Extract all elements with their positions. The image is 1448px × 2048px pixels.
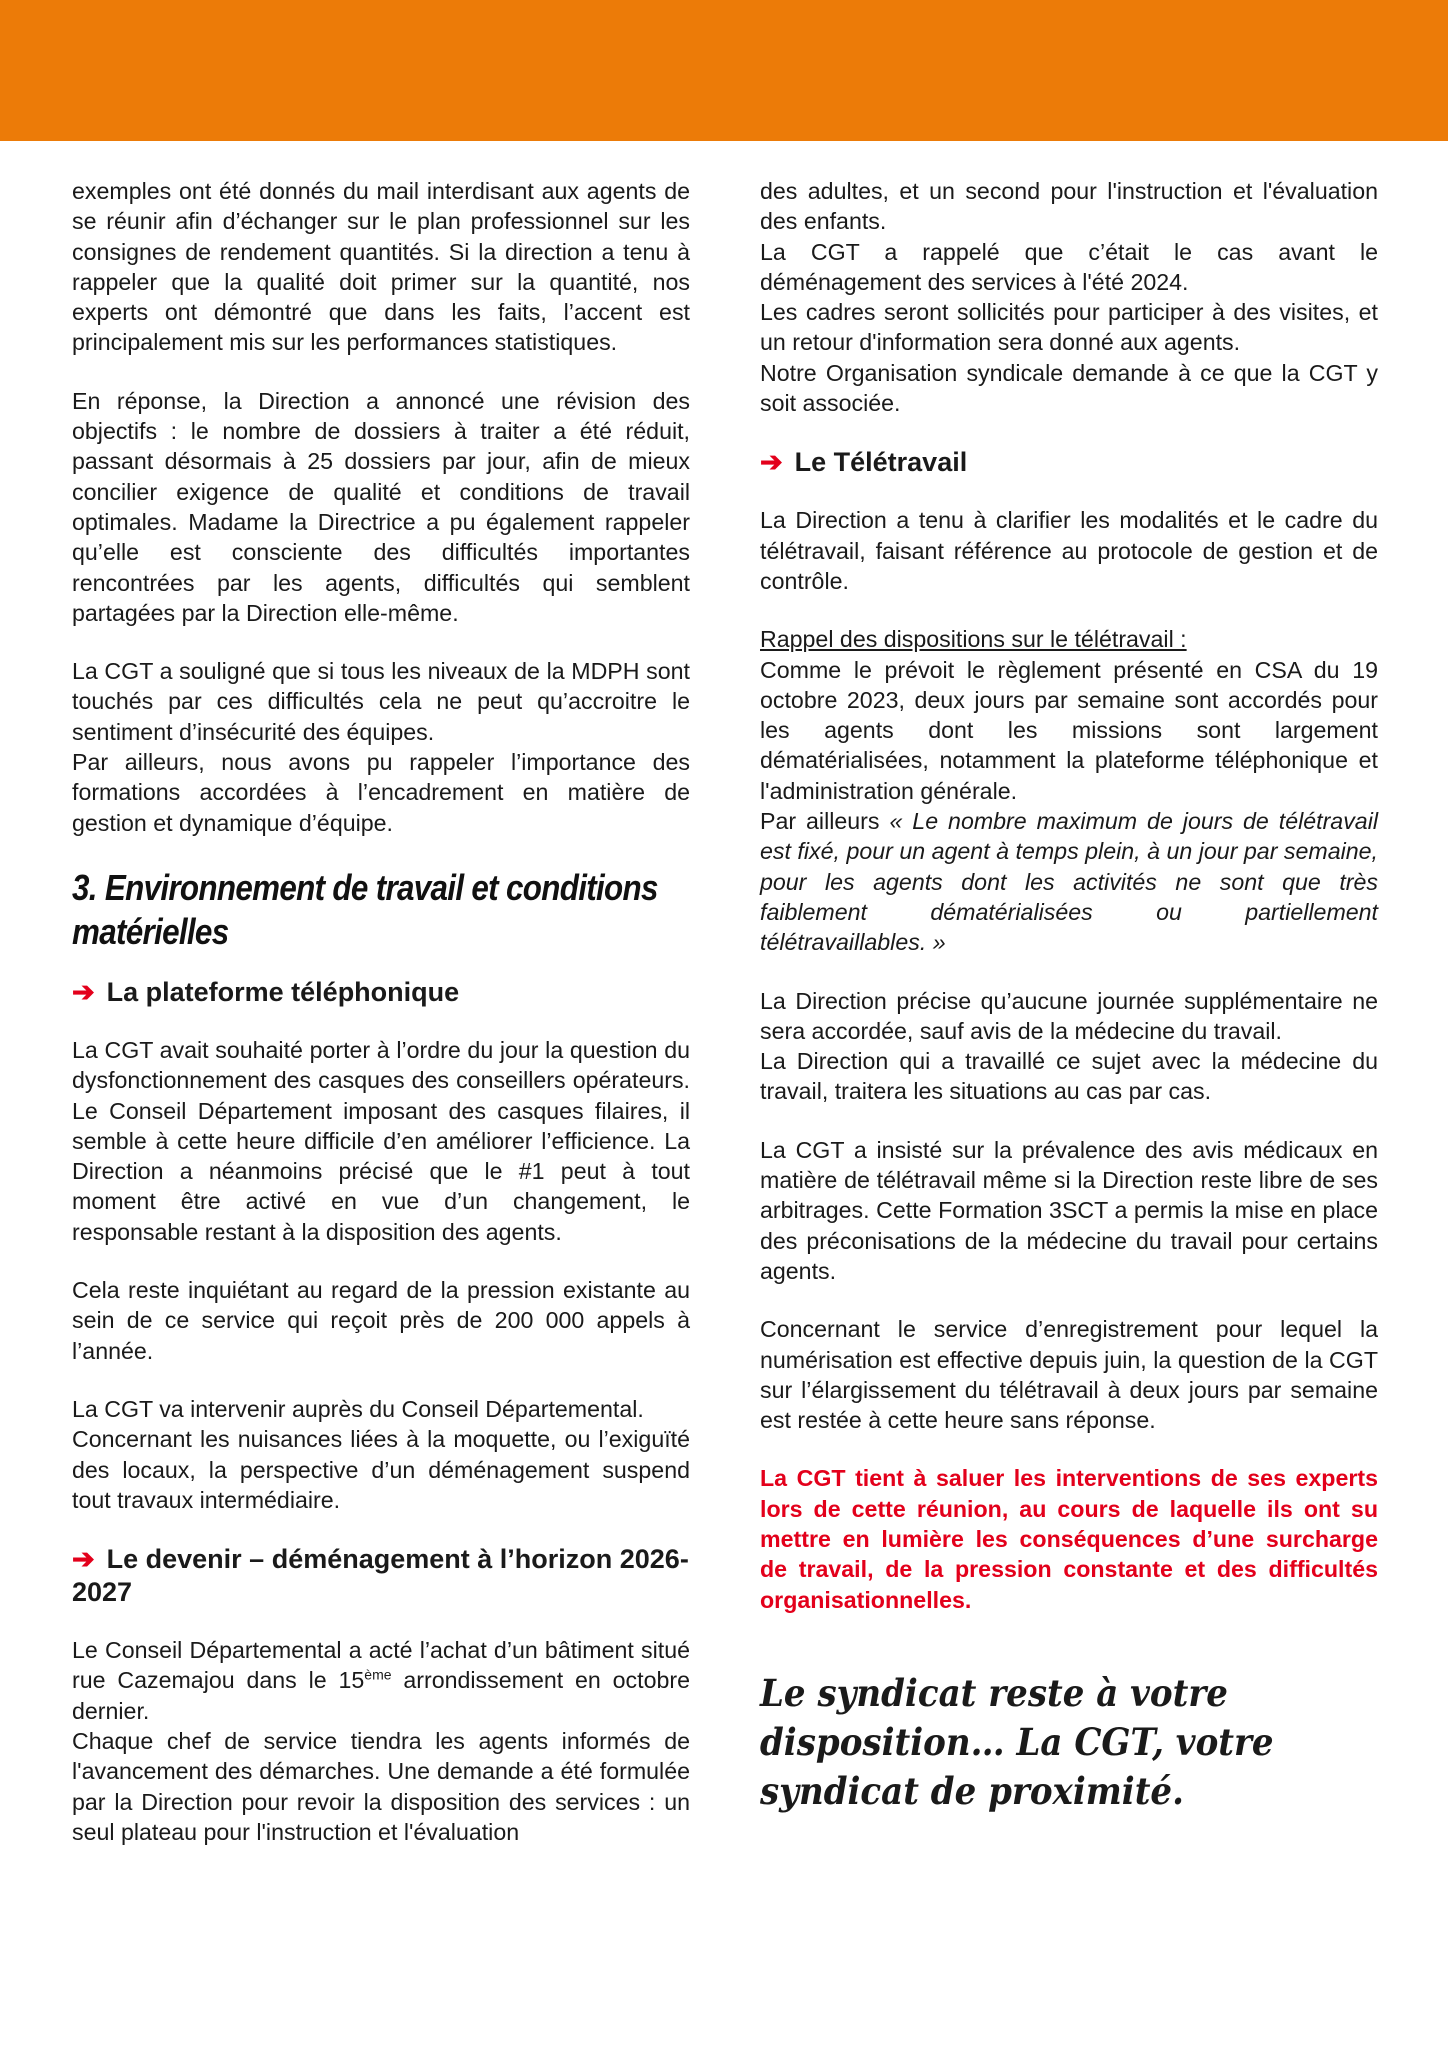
- text-organisation: Notre Organisation syndicale demande à ce que la CGT y soit associée.: [760, 359, 1378, 417]
- text-par-ailleurs: [760, 806, 1378, 957]
- quote-teletravail: « Le nombre maximum de jours de télétravail est fixé, pour un agent à temps plein, à un jour par semaine, pour les agents dont les activités ne sont que très faiblement dématérialisées ou partiellement télétravaillables. »: [760, 808, 1378, 956]
- arrow-icon: ➔: [72, 1544, 95, 1575]
- heading-teletravail: [760, 446, 1378, 479]
- arrow-icon: ➔: [72, 976, 95, 1007]
- paragraph-intervention: [72, 1394, 690, 1515]
- orange-header-bar: [0, 0, 1448, 141]
- text-cgt-rappele: La CGT a rappelé que c’était le cas avant le déménagement des services à l'été 2024.: [760, 238, 1378, 295]
- text-reglement: Comme le prévoit le règlement présenté en CSA du 19 octobre 2023, deux jours par semaine sont accordés pour les agents dont les missions sont largement dématérialisées, notamment la plateforme téléphonique et l'administration générale.: [760, 656, 1378, 804]
- paragraph-experts: exemples ont été donnés du mail interdisant aux agents de se réunir afin d’échanger sur le plan professionnel sur les consignes de rendement quantités. Si la direction a tenu à rappeler que la qualité doit primer sur la quantité, nos experts ont démontré que dans les faits, l’accent est principalement mis sur les performances statistiques.: [72, 178, 690, 356]
- paragraph-casques: La CGT avait souhaité porter à l’ordre du jour la question du dysfonctionnement des casques des conseillers opérateurs. Le Conseil Département imposant des casques filaires, il semble à cette heure difficile d’en améliorer l’efficience. La Direction a néanmoins précisé que le #1 peut à tout moment être activé en vue d’un changement, le responsable restant à la disposition des agents.: [72, 1036, 690, 1245]
- paragraph-plateaux: [760, 176, 1378, 418]
- paragraph-cgt-mdph: [72, 656, 690, 838]
- paragraph-avis-medicaux: La CGT a insisté sur la prévalence des avis médicaux en matière de télétravail même si la Direction reste libre de ses arbitrages. Cette Formation 3SCT a permis la mise en place des préconisations de la médecine du travail pour certains agents.: [760, 1136, 1378, 1284]
- paragraph-journee: [760, 986, 1378, 1107]
- heading-plateforme-label: La plateforme téléphonique: [106, 976, 460, 1007]
- text-aucune-journee: La Direction précise qu’aucune journée supplémentaire ne sera accordée, sauf avis de la médecine du travail.: [760, 987, 1378, 1044]
- rappel-title: Rappel des dispositions sur le télétravail :: [760, 626, 1187, 653]
- paragraph-modalites: La Direction a tenu à clarifier les modalités et le cadre du télétravail, faisant référence au protocole de gestion et de contrôle.: [760, 507, 1378, 594]
- text-par-ailleurs-pre: Par ailleurs: [760, 808, 890, 835]
- text-batiment-pre: Le Conseil Départemental a acté l’achat d’un bâtiment situé rue Cazemajou dans le 15: [72, 1637, 690, 1694]
- text-formations: Par ailleurs, nous avons pu rappeler l’importance des formations accordées à l’encadrement en matière de gestion et dynamique d’équipe.: [72, 749, 690, 836]
- paragraph-direction-response: En réponse, la Direction a annoncé une révision des objectifs : le nombre de dossiers à traiter a été réduit, passant désormais à 25 dossiers par jour, afin de mieux concilier exigence de qualité et conditions de travail optimales. Madame la Directrice a pu également rappeler qu’elle est consciente des difficultés importantes rencontrées par les agents, difficultés qui semblent partagées par la Direction elle-même.: [72, 387, 690, 626]
- paragraph-enregistrement: Concernant le service d’enregistrement pour lequel la numérisation est effective depuis juin, la question de la CGT sur l’élargissement du télétravail à deux jours par semaine est restée à cette heure sans réponse.: [760, 1316, 1378, 1434]
- closing-statement: Le syndicat reste à votre disposition… La CGT, votre syndicat de proximité.: [760, 1670, 1274, 1813]
- heading-devenir: [72, 1543, 690, 1609]
- text-nuisances: Concernant les nuisances liées à la moquette, ou l’exiguïté des locaux, la perspective d’un déménagement suspend tout travaux intermédiaire.: [72, 1426, 690, 1513]
- right-column: [760, 176, 1378, 1816]
- text-cgt-souligne: La CGT a souligné que si tous les niveaux de la MDPH sont touchés par ces difficultés cela ne peut qu’accroitre le sentiment d’insécurité des équipes.: [72, 658, 690, 745]
- text-adultes: des adultes, et un second pour l'instruction et l'évaluation des enfants.: [760, 178, 1378, 235]
- arrow-icon: ➔: [760, 447, 783, 478]
- paragraph-pression: Cela reste inquiétant au regard de la pression existante au sein de ce service qui reçoit près de 200 000 appels à l’année.: [72, 1277, 690, 1364]
- left-column: [72, 176, 690, 1875]
- paragraph-cgt-salue: La CGT tient à saluer les interventions de ses experts lors de cette réunion, au cours de laquelle ils ont su mettre en lumière les conséquences d’une surcharge de travail, de la pression constante et des difficultés organisationnelles.: [760, 1465, 1378, 1613]
- paragraph-batiment: [72, 1635, 690, 1726]
- text-medecine: La Direction qui a travaillé ce sujet avec la médecine du travail, traitera les situations au cas par cas.: [760, 1048, 1378, 1105]
- paragraph-chef-service: Chaque chef de service tiendra les agents informés de l'avancement des démarches. Une demande a été formulée par la Direction pour revoir la disposition des services : un seul plateau pour l'instruction et l'évaluation: [72, 1727, 690, 1845]
- text-batiment-post: arrondissement en octobre dernier.: [72, 1667, 690, 1724]
- heading-devenir-label: Le devenir – déménagement à l’horizon 2026-2027: [72, 1544, 689, 1608]
- heading-plateforme: [72, 976, 690, 1009]
- text-superscript: ème: [364, 1666, 392, 1683]
- heading-teletravail-label: Le Télétravail: [794, 447, 968, 478]
- text-intervenir: La CGT va intervenir auprès du Conseil Départemental.: [72, 1395, 644, 1422]
- paragraph-rappel: [760, 624, 1378, 957]
- text-cadres: Les cadres seront sollicités pour participer à des visites, et un retour d'information sera donné aux agents.: [760, 299, 1378, 356]
- section-title-environnement: 3. Environnement de travail et conditions matérielles: [72, 866, 658, 952]
